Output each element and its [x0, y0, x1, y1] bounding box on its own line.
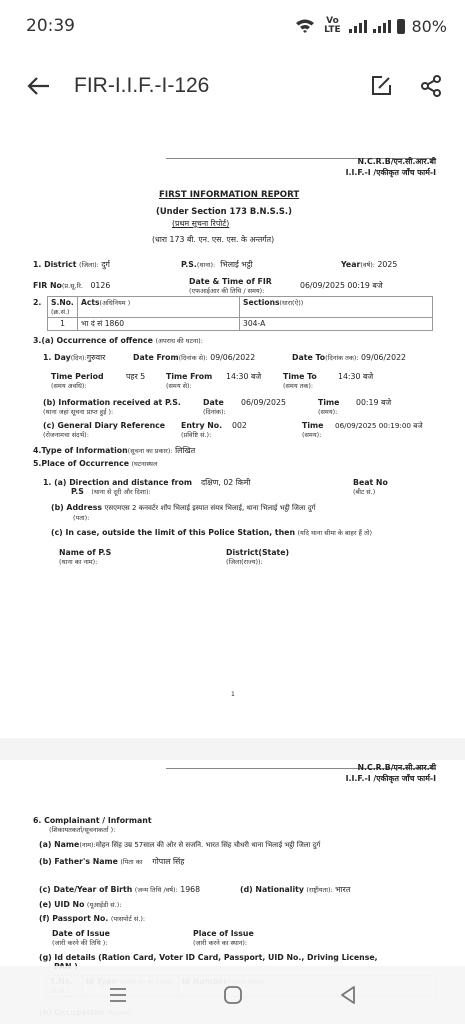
iif-header-2: I.I.F.-I /एकीकृत जाँच फार्म-I [345, 774, 436, 783]
home-icon[interactable] [223, 985, 243, 1005]
table-row: S.No. (क्र.सं.) Acts(अधिनियम ) Sections(धारा(ऐ)) [48, 297, 433, 318]
system-nav-bar [0, 966, 465, 1024]
ncrb-header: N.C.R.B/एन.सी.आर.बी [357, 157, 436, 166]
complainant-heading: 6. Complainant / Informant (शिकायतकर्ता/सूचनाकर्ता ): [33, 816, 152, 834]
dob-field: (c) Date/Year of Birth (जन्म तिथि /वर्ष): 1968 [39, 885, 201, 894]
document-title: FIR-I.I.F.-I-126 [74, 74, 210, 97]
place-occurrence-heading: 5.Place of Occurrence (घटनास्थल [33, 459, 158, 468]
gd-time-value: 06/09/2025 00:19:00 बजे [335, 421, 423, 430]
beat-field: Beat No (बीट सं.) [353, 478, 388, 496]
edit-icon[interactable] [369, 74, 393, 98]
district-state-field: District(State) (जिला(राज्य)): [226, 548, 290, 566]
back-arrow-icon[interactable] [22, 76, 56, 96]
battery-icon [397, 19, 405, 34]
report-section: (Under Section 173 B.N.S.S.) [156, 206, 292, 216]
page-number: 1 [231, 691, 235, 698]
info-time-value: 00:19 बजे [356, 398, 392, 407]
fir-datetime-value: 06/09/2025 00:19 बजे [300, 281, 383, 290]
info-time-field: Time (समय): [318, 398, 340, 416]
battery-level: 80% [411, 16, 447, 36]
direction-value: दक्षिण, 02 किमी [201, 478, 251, 487]
day-field: 1. Day(दिन):गुरुवार [43, 353, 106, 362]
status-bar [0, 0, 465, 52]
gd-entry-value: 002 [232, 421, 247, 430]
report-heading: FIRST INFORMATION REPORT [159, 190, 300, 200]
time-from-field: Time From (समय से): [166, 372, 213, 390]
info-date-field: Date (दिनांक): [203, 398, 226, 416]
acts-table [47, 296, 433, 331]
direction-field: 1. (a) Direction and distance from P.S (थाना से दूरी और दिशा): [43, 478, 193, 496]
signal-2-icon [373, 19, 391, 33]
time-period-value: पहर 5 [126, 372, 146, 381]
status-time: 20:39 [26, 16, 75, 36]
outside-limit-field: (c) In case, outside the limit of this Police Station, then (यदि थाना सीमा के बाहर हैं तो) [51, 528, 373, 537]
share-icon[interactable] [419, 74, 443, 98]
fir-datetime-field: Date & Time of FIR (एफआईआर की तिथि / समय): [189, 277, 272, 295]
report-hindi-title: (प्रथम सूचना रिपोर्ट) [172, 219, 230, 228]
table-row: 1 भा दं सं 1860 304-A [48, 318, 433, 331]
time-period-field: Time Period (समय अवधि): [51, 372, 104, 390]
status-icons [295, 17, 447, 36]
date-of-issue-field: Date of Issue (जारी करने की तिथि ): [52, 929, 110, 947]
wifi-icon [295, 18, 315, 34]
iif-header: I.I.F.-I /एकीकृत जाँच फार्म-I [345, 168, 436, 177]
recent-apps-icon[interactable] [108, 986, 128, 1004]
passport-field: (f) Passport No. (पासपोर्ट सं.): [39, 914, 146, 923]
gd-reference-field: (c) General Diary Reference (रोजनामचा संदर्भ): [43, 421, 166, 439]
place-of-issue-field: Place of Issue (जारी करने का स्थान): [193, 929, 254, 947]
ps-field: P.S.(थाना): भिलाई भट्ठी [181, 260, 253, 269]
app-bar [0, 58, 465, 114]
time-from-value: 14:30 बजे [226, 372, 262, 381]
ncrb-header-2: N.C.R.B/एन.सी.आर.बी [357, 763, 436, 772]
name-field: (a) Name(नाम):मोहन सिंह उम्र 57साल की ओर से सजनि. भारत सिंह चौधरी थाना भिलाई भट्ठी जिला दुर्ग [39, 840, 321, 849]
time-to-field: Time To (समय तक): [283, 372, 317, 390]
address-field: (b) Address एसएमएस 2 कनवर्टर शॉप भिलाई इस्पात संयत्र भिलाई, थाना भिलाई भट्ठी जिला दुर्ग (पता): [51, 503, 316, 522]
back-nav-icon[interactable] [339, 985, 357, 1005]
type-info-field: 4.Type of Information(सूचना का प्रकार): लिखित [33, 446, 196, 455]
info-received-field: (b) Information received at P.S. (थाना जहां सूचना प्राप्त हुई ): [43, 398, 181, 416]
time-to-value: 14:30 बजे [338, 372, 374, 381]
network-label: Vo LTE [324, 16, 341, 35]
district-field: 1. District (जिला): दुर्ग [33, 260, 110, 269]
father-name-field: (b) Father's Name (पिता का गोपाल सिंह [39, 857, 185, 866]
id-details-heading: (g) Id details (Ration Card, Voter ID Card, Passport, UID No., Driving License, [39, 953, 378, 962]
date-to-field: Date To(दिनांक तक): 09/06/2022 [292, 353, 406, 362]
date-from-field: Date From(दिनांक से): 09/06/2022 [133, 353, 256, 362]
info-date-value: 06/09/2025 [241, 398, 286, 407]
nationality-field: (d) Nationality (राष्ट्रीयता): भारत [240, 885, 351, 894]
fir-no-field: FIR No(प्र.सू.रि. 0126 [33, 281, 111, 290]
gd-time-field: Time (समय): [302, 421, 324, 439]
year-field: Year(वर्ष): 2025 [341, 260, 398, 269]
occurrence-heading: 3.(a) Occurrence of offence (अपराध की घटना): [33, 336, 203, 345]
report-hindi-section: (धारा 173 बी. एन. एस. एस. के अन्तर्गत) [152, 235, 275, 244]
fir-page-1 [26, 150, 446, 730]
name-ps-field: Name of P.S (थाना का नाम): [59, 548, 112, 566]
gd-entry-field: Entry No. (प्रविष्टि सं.): [181, 421, 223, 439]
table-number: 2. [33, 298, 42, 307]
page-separator [0, 738, 465, 760]
signal-1-icon [349, 19, 367, 33]
uid-field: (e) UID No (यूआईडी सं.): [39, 900, 122, 909]
